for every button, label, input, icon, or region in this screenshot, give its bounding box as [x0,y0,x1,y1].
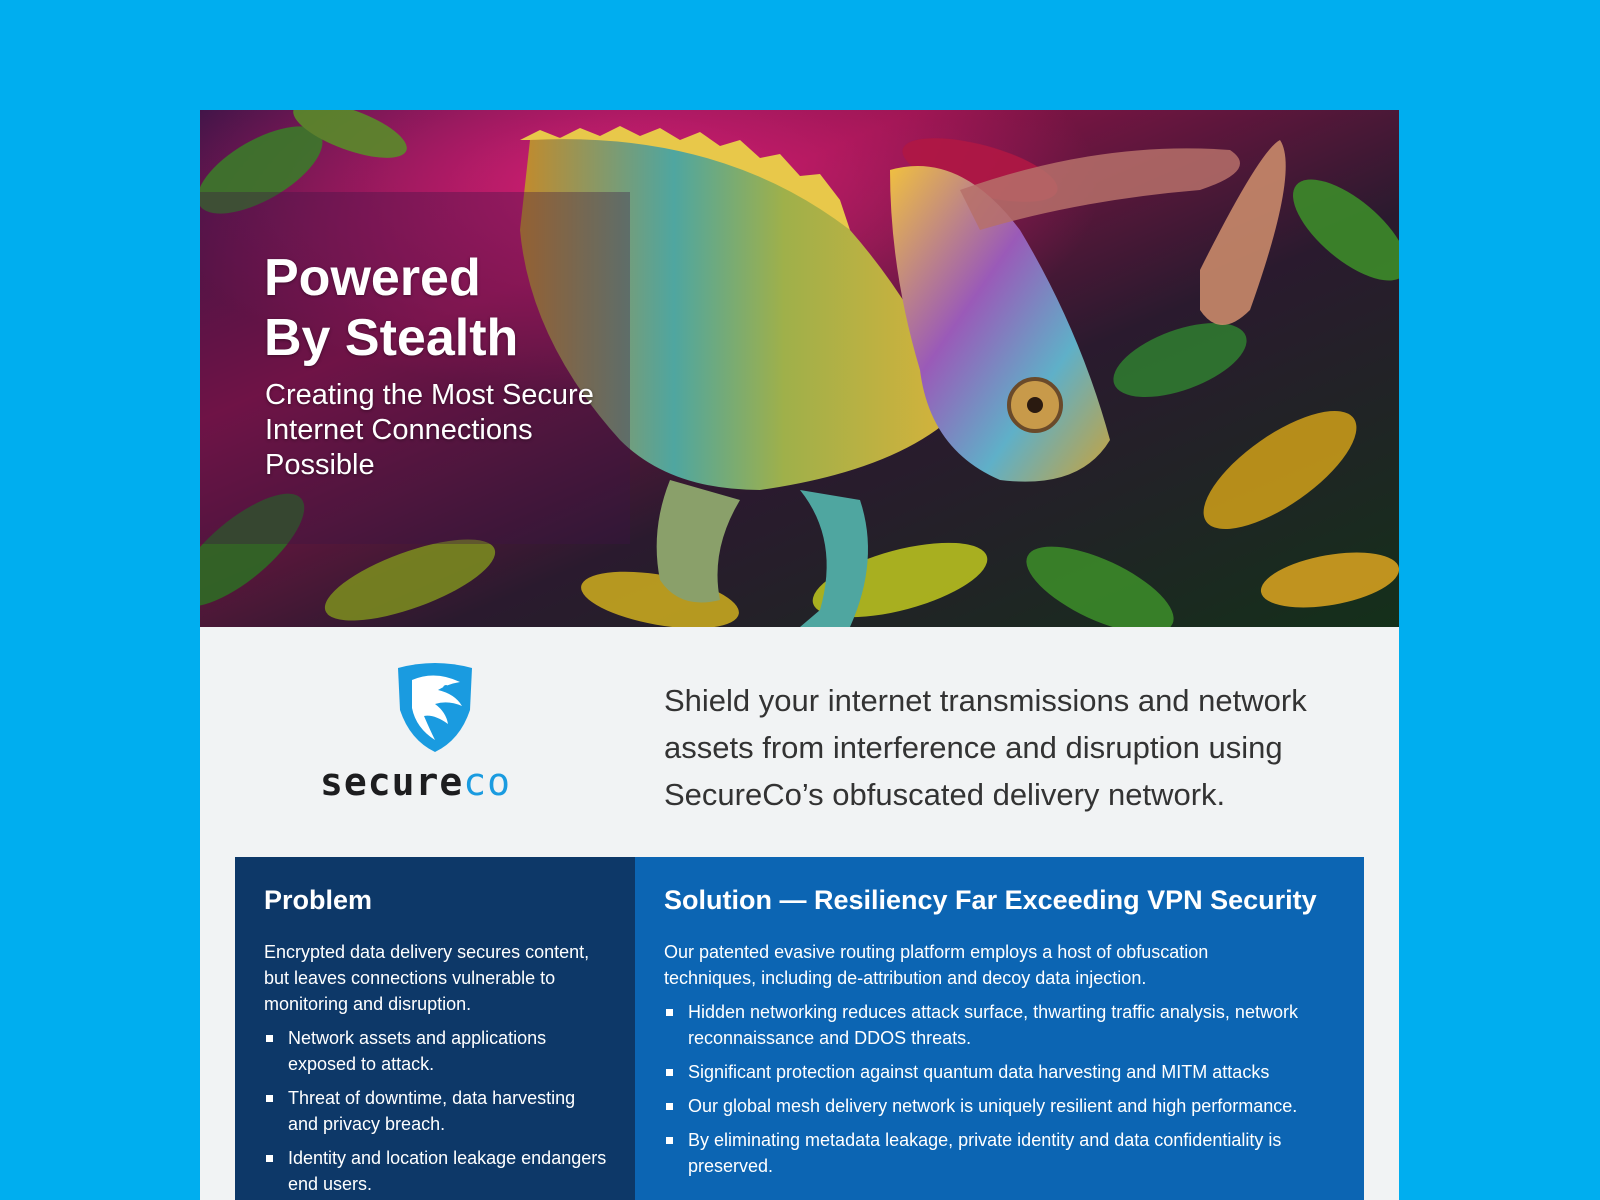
list-item: Network assets and applications exposed to attack. [264,1025,608,1077]
list-item: By eliminating metadata leakage, private identity and data confidentiality is preserved. [664,1127,1328,1179]
wordmark-co: co [463,760,512,804]
solution-description: Our patented evasive routing platform employs a host of obfuscation techniques, including de-attribution and decoy data injection. [664,942,1209,988]
hero-title-panel [200,192,630,544]
list-item: Threat of downtime, data harvesting and privacy breach. [264,1085,608,1137]
solution-heading: Solution — Resiliency Far Exceeding VPN Security [664,885,1317,915]
hero-title: Powered By Stealth [264,249,519,367]
brochure-page [200,110,1399,1200]
intro-text: Shield your internet transmissions and network assets from interference and disruption using SecureCo’s obfuscated delivery network. [664,683,1307,812]
problem-box [235,857,635,1200]
list-item: Our global mesh delivery network is uniquely resilient and high performance. [664,1093,1328,1119]
list-item: Identity and location leakage endangers end users. [264,1145,608,1197]
problem-body [264,939,609,1200]
problem-bullets [264,1025,609,1197]
wordmark-secure: secure [320,760,464,804]
solution-box [635,857,1364,1200]
list-item: Significant protection against quantum data harvesting and MITM attacks [664,1059,1328,1085]
problem-description: Encrypted data delivery secures content, but leaves connections vulnerable to monitoring and disruption. [264,942,590,1014]
list-item: Hidden networking reduces attack surface, thwarting traffic analysis, network reconnaissance and DDOS threats. [664,999,1328,1051]
hero-banner [200,110,1399,627]
hero-subtitle: Creating the Most Secure Internet Connections Possible [265,379,594,481]
solution-bullets [664,999,1304,1179]
problem-heading: Problem [264,885,373,915]
solution-body [664,939,1304,1187]
eagle-shield-icon [320,660,550,760]
secureco-wordmark [320,760,511,804]
